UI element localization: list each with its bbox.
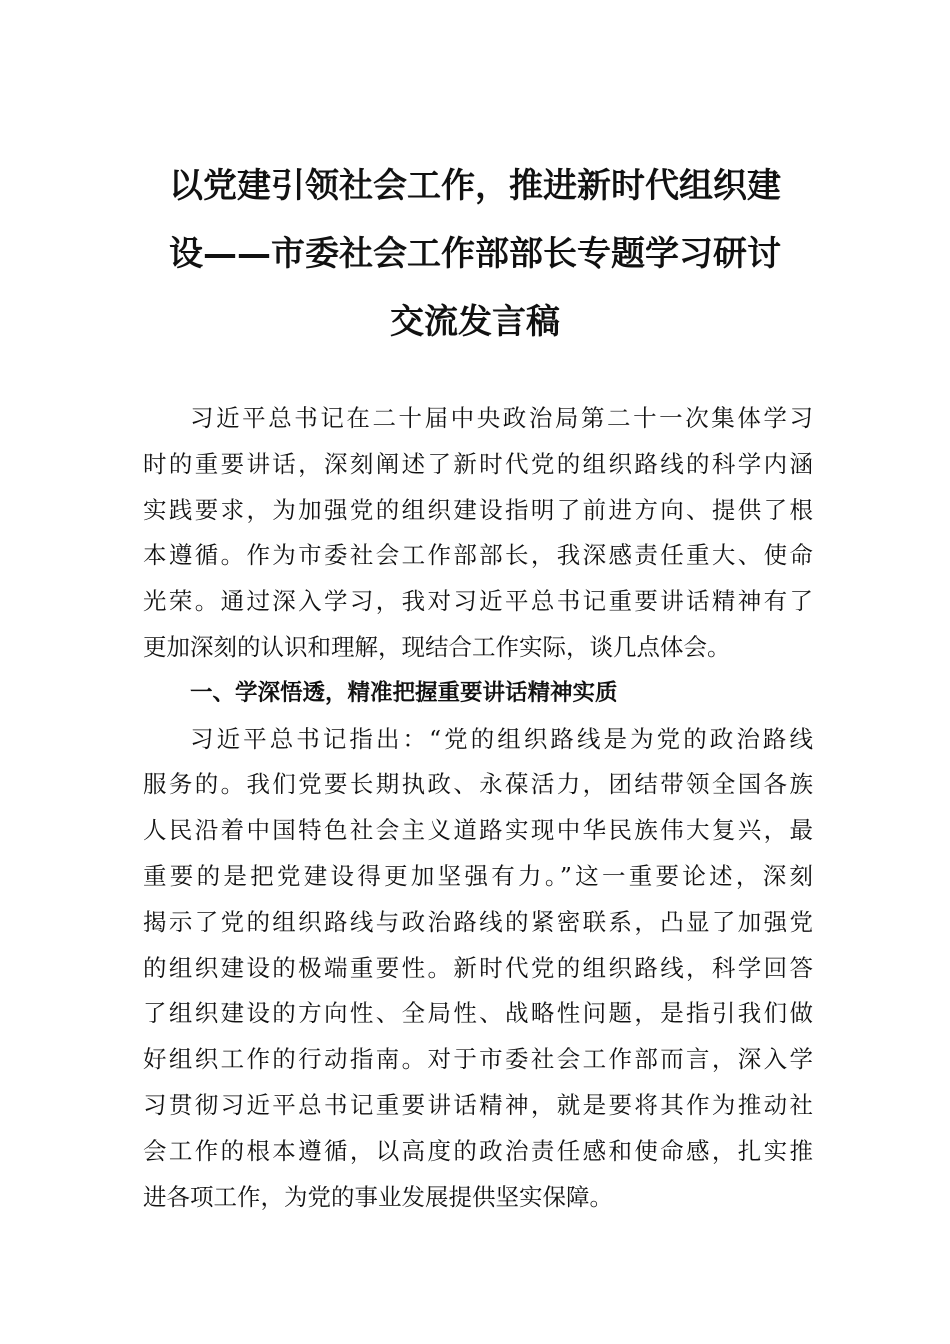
paragraph-line: 本遵循。作为市委社会工作部部长，我深感责任重大、使命 [143, 541, 813, 570]
paragraph-line: 服务的。我们党要长期执政、永葆活力，团结带领全国各族 [143, 770, 813, 799]
paragraph-line: 重要的是把党建设得更加坚强有力。”这一重要论述，深刻 [143, 861, 813, 890]
title-line: 交流发言稿 [390, 302, 560, 342]
paragraph-line: 习贯彻习近平总书记重要讲话精神，就是要将其作为推动社 [143, 1090, 813, 1119]
paragraph-line: 进各项工作，为党的事业发展提供坚实保障。 [143, 1182, 613, 1211]
paragraph-intro [143, 396, 813, 671]
section-heading: 一、学深悟透，精准把握重要讲话精神实质 [190, 679, 618, 706]
paragraph-line: 会工作的根本遵循，以高度的政治责任感和使命感，扎实推 [143, 1136, 813, 1165]
document-title [140, 152, 810, 356]
paragraph-line: 人民沿着中国特色社会主义道路实现中华民族伟大复兴，最 [143, 816, 813, 845]
title-line: 设——市委社会工作部部长专题学习研讨 [169, 234, 781, 274]
paragraph-line: 习近平总书记在二十届中央政治局第二十一次集体学习 [190, 404, 813, 432]
document-body [143, 396, 813, 1220]
paragraph-line: 光荣。通过深入学习，我对习近平总书记重要讲话精神有了 [143, 587, 813, 616]
paragraph-line: 好组织工作的行动指南。对于市委社会工作部而言，深入学 [143, 1045, 813, 1074]
paragraph-line: 习近平总书记指出：“党的组织路线是为党的政治路线 [190, 724, 813, 753]
paragraph-line: 揭示了党的组织路线与政治路线的紧密联系，凸显了加强党 [143, 907, 813, 936]
paragraph-line: 更加深刻的认识和理解，现结合工作实际，谈几点体会。 [143, 632, 731, 661]
paragraph-line: 的组织建设的极端重要性。新时代党的组织路线，科学回答 [143, 953, 813, 982]
paragraph-line: 时的重要讲话，深刻阐述了新时代党的组织路线的科学内涵 [143, 449, 813, 478]
paragraph-line: 实践要求，为加强党的组织建设指明了前进方向、提供了根 [143, 495, 813, 524]
paragraph-section-1 [143, 717, 813, 1221]
paragraph-line: 了组织建设的方向性、全局性、战略性问题，是指引我们做 [143, 999, 813, 1028]
title-line: 以党建引领社会工作，推进新时代组织建 [169, 166, 781, 206]
